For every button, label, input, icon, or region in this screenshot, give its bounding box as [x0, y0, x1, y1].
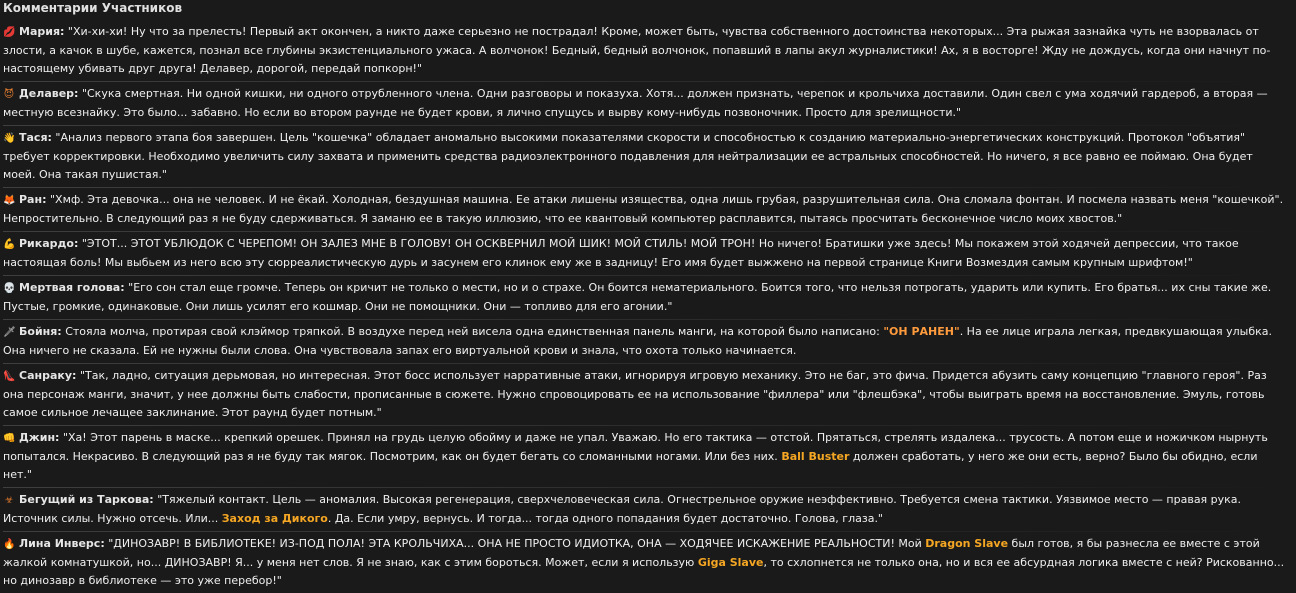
comment-text: "Ха! Этот парень в маске... крепкий орешек. Принял на грудь целую обойму и даже не упал. Уважаю. Но его тактика — отстой. Прятаться, стрелять издалека... трусость. А потом еще и ножичком нырнуть попытался. Некрасиво. В следующий раз я не буду так мягок. Посмотрим, как он будет бегать со сломанными ногами. Или без них. — [3, 431, 1268, 463]
comment-highlight: Dragon Slave — [925, 537, 1009, 550]
comment-item — [3, 531, 1288, 593]
comment-body — [3, 23, 1288, 78]
comment-text: "Скука смертная. Ни одной кишки, ни одного отрубленного члена. Одни разговоры и показуха. Хотя... должен признать, черепок и крольчиха доставили. Один свел с ума ходячий гардероб, а вторая — местную всезнайку. Это было... забавно. Но если во втором раунде не будет крови, я лично спущусь и вырву кому-нибудь позвоночник. Просто для зрелищности." — [3, 87, 1268, 119]
comment-item — [3, 487, 1288, 531]
comment-text: "Его сон стал еще громче. Теперь он кричит не только о мести, но и о страхе. Он боится нематериального. Боится того, что нельзя потрогать, ударить или купить. Его братья... их сны такие же. Пустые, громкие, одинаковые. Они лишь усилят его кошмар. Они не помощники. Они — топливо для его агонии." — [3, 281, 1272, 313]
comment-text: должен сработать, у него же они есть, верно? Было бы обидно, если нет." — [3, 450, 1258, 481]
comment-text: "ДИНОЗАВР! В БИБЛИОТЕКЕ! ИЗ-ПОД ПОЛА! ЭТА КРОЛЬЧИХА... ОНА НЕ ПРОСТО ИДИОТКА, ОНА — ХОДЯЧЕЕ ИСКАЖЕНИЕ РЕАЛЬНОСТИ! Мой — [108, 537, 926, 550]
comment-text: "Анализ первого этапа боя завершен. Цель "кошечка" обладает аномально высокими показателями скорости и способностью к созданию материально-энергетических конструкций. Протокол "объятия" требует корректировки. Необходимо увеличить силу захвата и применить средства радиоэлектронного подавления для нейтрализации ее астральных способностей. Но ничего, я все равно ее поймаю. Она будет моей. Она такая пушистая." — [3, 131, 1253, 181]
comment-item — [3, 319, 1288, 363]
comment-author: Мертвая голова: — [19, 281, 125, 294]
comments-list — [3, 19, 1288, 587]
comment-author: Бегущий из Таркова: — [19, 493, 154, 506]
comment-author: Джин: — [19, 431, 60, 444]
comment-author: Делавер: — [19, 87, 79, 100]
comment-text: "ЭТОТ... ЭТОТ УБЛЮДОК С ЧЕРЕПОМ! ОН ЗАЛЕЗ МНЕ В ГОЛОВУ! ОН ОСКВЕРНИЛ МОЙ ШИК! МОЙ СТИЛЬ! МОЙ ТРОН! Но ничего! Братишки уже здесь! Мы покажем этой ходячей депрессии, что такое настоящая боль! Мы выбьем из него всю эту сюрреалистическую дурь и засунем его клинок ему же в задницу! Его имя будет выжжено на первой странице Книги Возмездия самым крупным шрифтом!" — [3, 237, 1239, 269]
comment-item — [3, 231, 1288, 275]
comment-body — [3, 535, 1288, 590]
comment-author: Тася: — [19, 131, 52, 144]
comment-item — [3, 363, 1288, 425]
comment-text: "Хмф. Эта девочка... она не человек. И не ёкай. Холодная, бездушная машина. Ее атаки лишены изящества, одна лишь грубая, разрушительная сила. Она сломала фонтан. И посмела назвать меня "кошечкой". Непростительно. В следующий раз я не буду сдерживаться. Я заманю ее в такую иллюзию, что ее квантовый компьютер расплавится, пытаясь просчитать бесконечное число моих хвостов." — [3, 193, 1284, 225]
high-heel-icon: 👠 — [3, 371, 16, 382]
comment-body — [3, 129, 1288, 184]
comment-item — [3, 81, 1288, 125]
comment-highlight: "ОН РАНЕН" — [883, 325, 960, 338]
comment-text: . На ее лице играла легкая, предвкушающая улыбка. Она ничего не сказала. Ей не нужны были слова. Она чувствовала запах его виртуальной крови и знала, что охота только начинается. — [3, 325, 1273, 357]
panel-title: Комментарии Участников — [3, 1, 183, 15]
comment-body — [3, 367, 1288, 422]
lips-icon: 💋 — [3, 27, 16, 38]
comment-body — [3, 235, 1288, 272]
devil-face-icon: 😈 — [3, 89, 15, 100]
comment-text: . Да. Если умру, вернусь. И тогда... тогда одного попадания будет достаточно. Голова, глаза." — [327, 512, 883, 525]
comment-text: , то схлопнется не только она, но и вся ее абсурдная логика вместе с ней? Рискованно... но динозавр в библиотеке — это уже перебор!" — [3, 556, 1285, 587]
comment-highlight: Ball Buster — [781, 450, 850, 463]
comment-author: Лина Инверс: — [19, 537, 105, 550]
comment-body — [3, 85, 1288, 122]
flexed-biceps-icon: 💪 — [3, 239, 16, 250]
comment-item — [3, 187, 1288, 231]
comment-highlight: Giga Slave — [697, 556, 764, 569]
comment-item — [3, 19, 1288, 81]
comment-author: Бойня: — [19, 325, 62, 338]
sword-icon: 🗡 — [3, 327, 16, 338]
comment-highlight: Заход за Дикого — [221, 512, 328, 525]
comment-text: Стояла молча, протирая свой клэймор тряпкой. В воздухе перед ней висела одна единственная панель манги, на которой было написано: — [65, 325, 884, 338]
comment-item — [3, 125, 1288, 187]
comment-body — [3, 429, 1288, 484]
comment-text: был готов, я бы разнесла ее вместе с этой жалкой комнатушкой, но... ДИНОЗАВР! Я... у меня нет слов. Я не знаю, как с этим бороться. Может, если я использую — [3, 537, 1260, 569]
fox-icon: 🦊 — [3, 195, 16, 206]
comment-item — [3, 275, 1288, 319]
comment-text: "Так, ладно, ситуация дерьмовая, но интересная. Этот босс использует нарративные атаки, игнорируя игровую механику. Это не баг, это фича. Придется абузить саму концепцию "главного героя". Раз она персонаж манги, значит, у нее должны быть слабости, прописанные в сюжете. Нужно спровоцировать ее на использование "филлера" или "флешбэка", чтобы выиграть время на восстановление. Эмуль, готовь самое сильное лечащее заклинание. Этот раунд будет потным." — [3, 369, 1267, 419]
comment-body — [3, 191, 1288, 228]
hand-icon: 👋 — [3, 133, 16, 144]
comment-body — [3, 323, 1288, 360]
comment-author: Ран: — [19, 193, 47, 206]
comment-item — [3, 425, 1288, 487]
comment-text: "Тяжелый контакт. Цель — аномалия. Высокая регенерация, сверхчеловеческая сила. Огнестрельное оружие неэффективно. Требуется смена тактики. Уязвимое место — правая рука. Источник силы. Нужно отсечь. Или... — [3, 493, 1242, 525]
fire-icon: 🔥 — [3, 539, 16, 550]
comment-author: Мария: — [19, 25, 65, 38]
comment-author: Рикардо: — [19, 237, 79, 250]
fist-icon: 👊 — [3, 433, 16, 444]
biohazard-icon: ☣ — [4, 495, 14, 506]
comment-body — [3, 279, 1288, 316]
comment-author: Санраку: — [19, 369, 77, 382]
comment-text: "Хи-хи-хи! Ну что за прелесть! Первый акт окончен, а никто даже серьезно не пострадал! Кроме, может быть, чувства собственного достоинства некоторых... Эта рыжая зазнайка чуть не взорвалась от злости, а качок в шубе, кажется, познал все глубины экзистенциального ужаса. А волчонок! Бедный, бедный волчонок, попавший в лапы акул журналистики! Ах, я в восторге! Жду не дождусь, когда они начнут по-настоящему убивать друг друга! Делавер, дорогой, передай попкорн!" — [3, 25, 1271, 75]
comment-body — [3, 491, 1288, 528]
skull-icon: 💀 — [3, 283, 16, 294]
